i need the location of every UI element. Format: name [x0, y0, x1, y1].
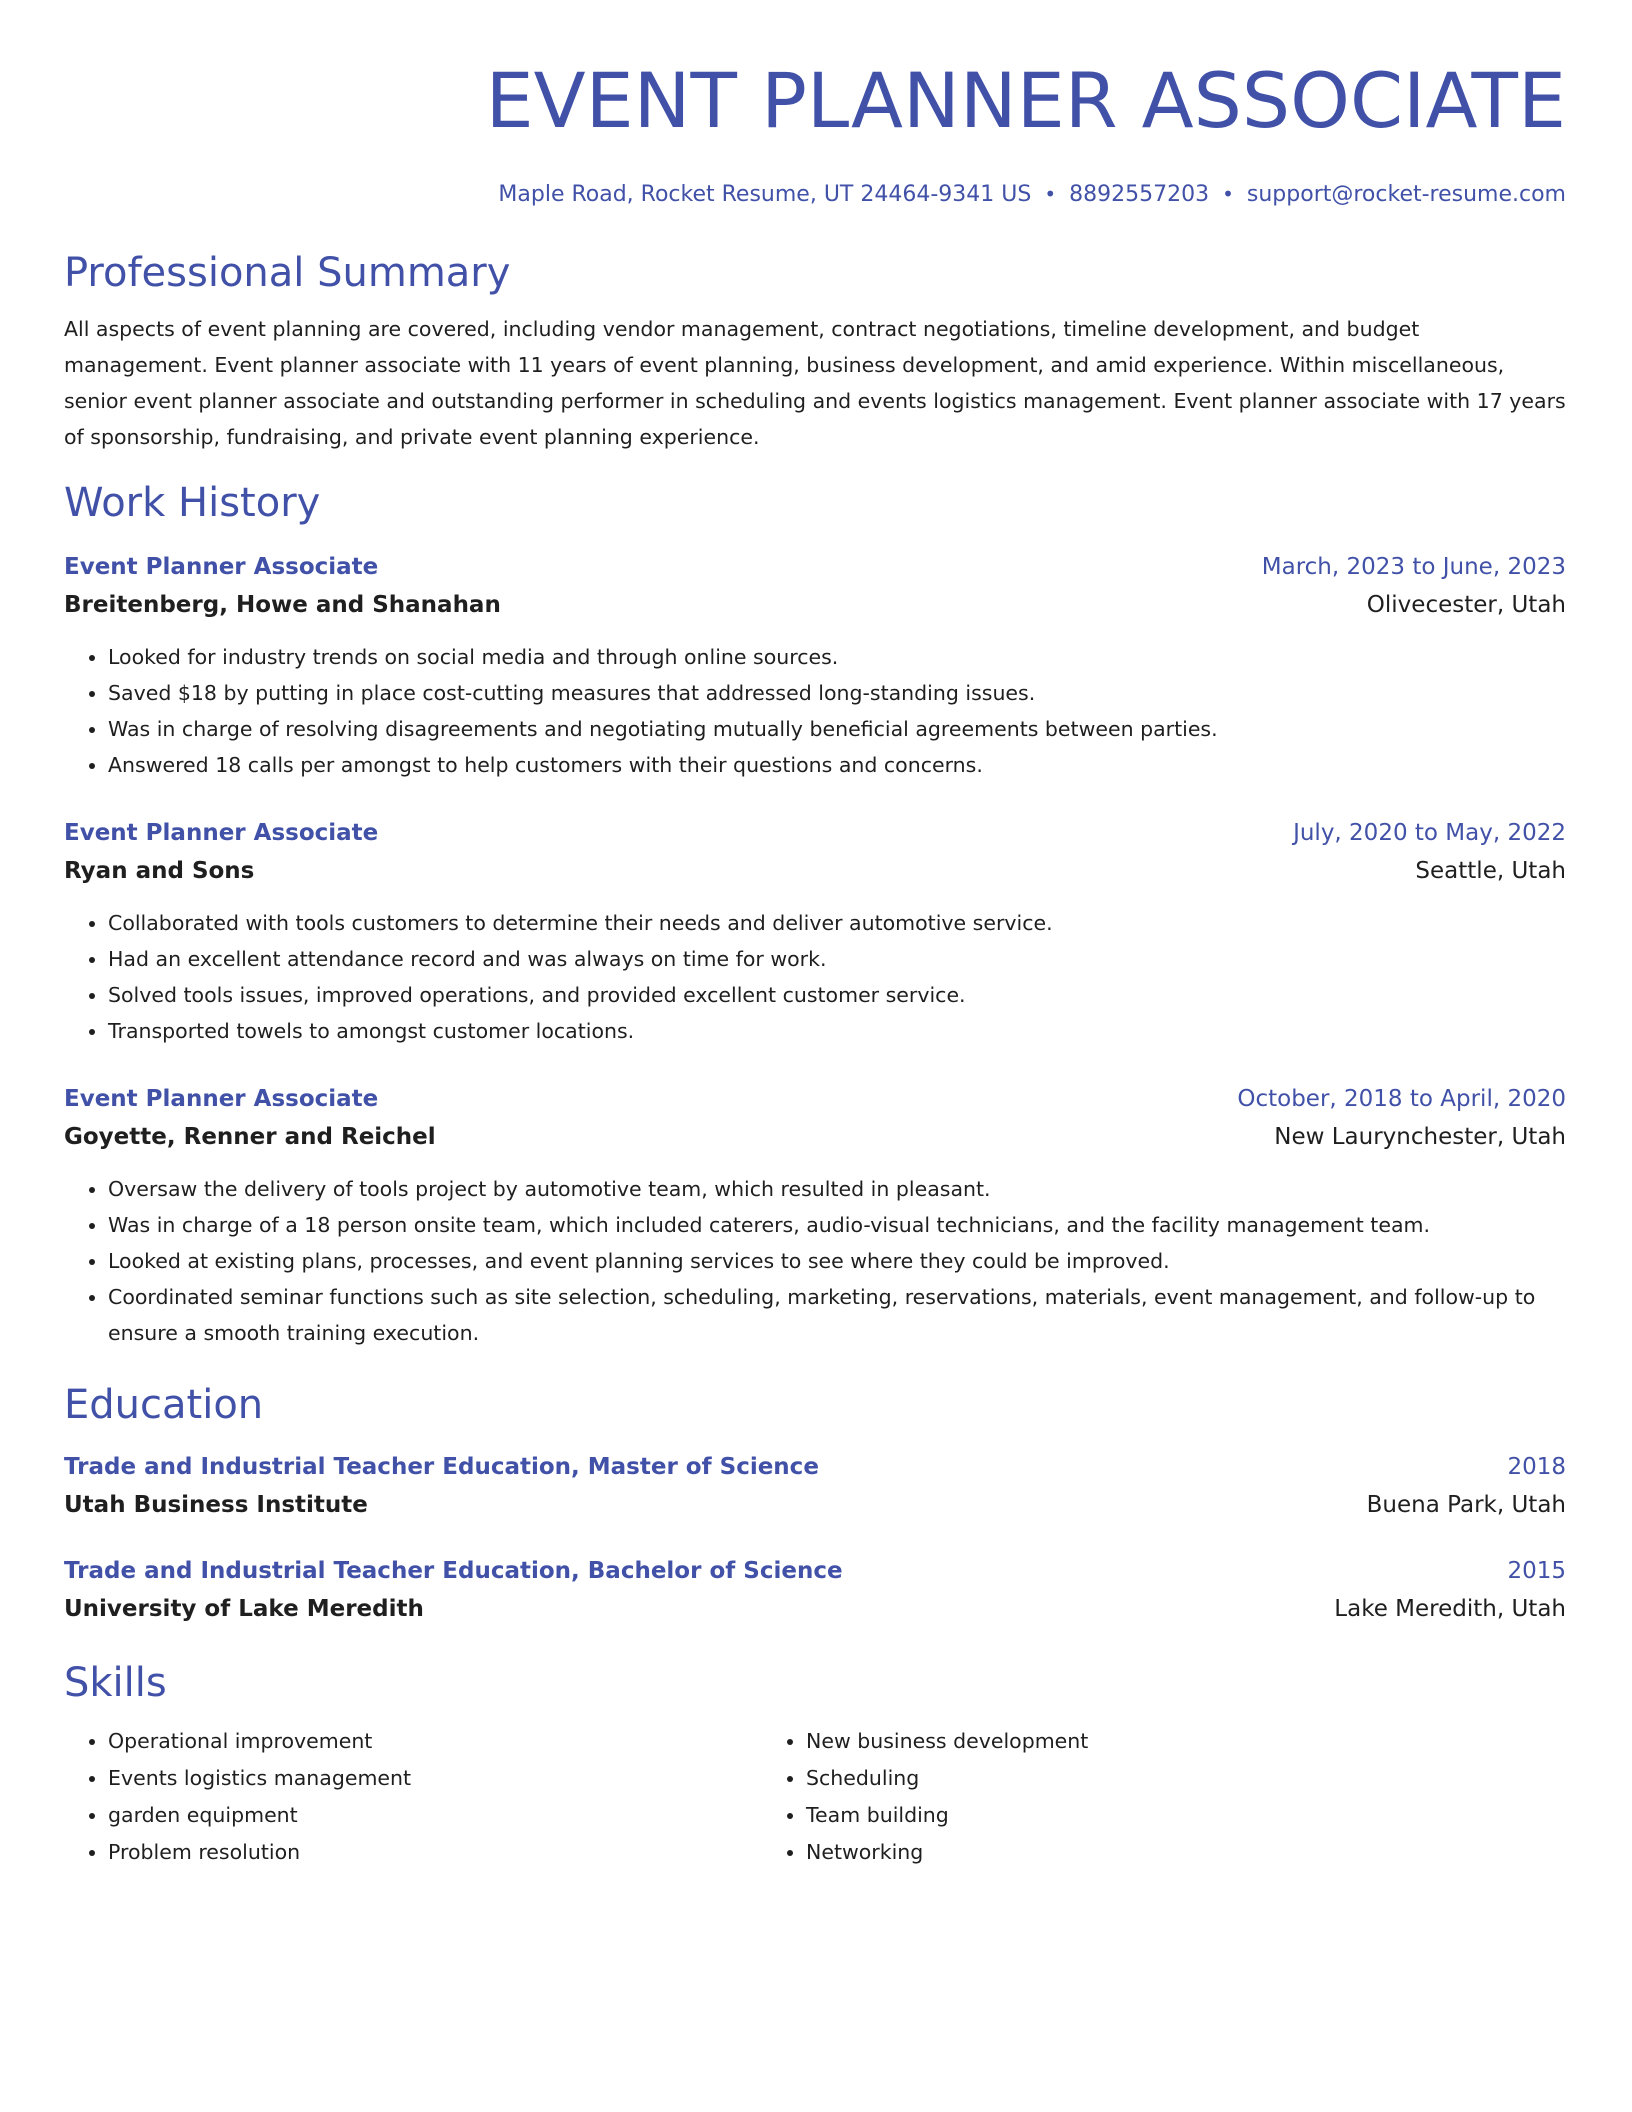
skills-heading: Skills: [64, 1660, 167, 1706]
job-location: Olivecester, Utah: [1366, 592, 1566, 618]
job-bullet: • Oversaw the delivery of tools project by automotive team, which resulted in pleasant.: [108, 1171, 1566, 1207]
job-dates: March, 2023 to June, 2023: [1261, 554, 1566, 580]
skill-item: • New business development: [806, 1723, 1460, 1760]
skills-list: [64, 1723, 1566, 1871]
education-heading: Education: [64, 1382, 264, 1428]
skills-column-right: [762, 1723, 1460, 1871]
resume-page: [64, 54, 1566, 1871]
education-school: Utah Business Institute: [64, 1492, 368, 1518]
job-role: Event Planner Associate: [64, 1086, 379, 1112]
job-entry: [64, 1081, 1566, 1351]
job-location: New Laurynchester, Utah: [1274, 1124, 1566, 1150]
separator-dot: •: [1222, 182, 1234, 206]
skill-item: • Events logistics management: [108, 1760, 762, 1797]
job-dates: July, 2020 to May, 2022: [1293, 820, 1566, 846]
job-location: Seattle, Utah: [1415, 858, 1566, 884]
job-bullet: • Transported towels to amongst customer locations.: [108, 1013, 1566, 1049]
separator-dot: •: [1044, 182, 1057, 206]
skill-item: • Team building: [806, 1797, 1460, 1834]
skill-item: • Operational improvement: [108, 1723, 762, 1760]
job-entry: [64, 549, 1566, 783]
job-bullet: • Answered 18 calls per amongst to help customers with their questions and concerns.: [108, 747, 1566, 783]
contact-line: [64, 178, 1566, 211]
education-degree: Trade and Industrial Teacher Education, Master of Science: [64, 1454, 819, 1480]
job-company: Ryan and Sons: [64, 858, 255, 884]
job-bullet: • Coordinated seminar functions such as site selection, scheduling, marketing, reservations, materials, event management, and follow-up to ensure a smooth training execution.: [108, 1279, 1566, 1351]
education-location: Lake Meredith, Utah: [1334, 1596, 1566, 1622]
contact-address: Maple Road, Rocket Resume, UT 24464-9341 US: [498, 182, 1032, 207]
job-bullet: • Solved tools issues, improved operations, and provided excellent customer service.: [108, 977, 1566, 1013]
job-bullets: [64, 1171, 1566, 1351]
skill-item: • Scheduling: [806, 1760, 1460, 1797]
job-bullets: [64, 905, 1566, 1049]
job-bullet: • Collaborated with tools customers to determine their needs and deliver automotive service.: [108, 905, 1566, 941]
job-entry: [64, 815, 1566, 1049]
education-degree: Trade and Industrial Teacher Education, Bachelor of Science: [64, 1558, 843, 1584]
skills-column-left: [64, 1723, 762, 1871]
education-entry: [64, 1553, 1566, 1629]
job-dates: October, 2018 to April, 2020: [1237, 1086, 1566, 1112]
job-bullet: • Looked for industry trends on social media and through online sources.: [108, 639, 1566, 675]
job-bullet: • Looked at existing plans, processes, and event planning services to see where they could be improved.: [108, 1243, 1566, 1279]
job-bullets: [64, 639, 1566, 783]
job-bullet: • Had an excellent attendance record and was always on time for work.: [108, 941, 1566, 977]
education-entry: [64, 1449, 1566, 1525]
job-company: Breitenberg, Howe and Shanahan: [64, 592, 501, 618]
contact-phone: 8892557203: [1069, 182, 1210, 207]
job-role: Event Planner Associate: [64, 820, 379, 846]
skill-item: • Problem resolution: [108, 1834, 762, 1871]
contact-email: support@rocket-resume.com: [1246, 182, 1566, 207]
job-bullet: • Was in charge of resolving disagreements and negotiating mutually beneficial agreements between parties.: [108, 711, 1566, 747]
work-history-heading: Work History: [64, 480, 321, 526]
skill-item: • Networking: [806, 1834, 1460, 1871]
skill-item: • garden equipment: [108, 1797, 762, 1834]
summary-text: All aspects of event planning are covered, including vendor management, contract negotiations, timeline development, and budget management. Event planner associate with 11 years of event planning, business development, and amid experience. Within miscellaneous, senior event planner associate and outstanding performer in scheduling and events logistics management. Event planner associate with 17 years of sponsorship, fundraising, and private event planning experience.: [64, 317, 1566, 449]
education-year: 2018: [1507, 1454, 1566, 1480]
education-year: 2015: [1507, 1558, 1566, 1584]
job-role: Event Planner Associate: [64, 554, 379, 580]
job-bullet: • Was in charge of a 18 person onsite team, which included caterers, audio-visual technicians, and the facility management team.: [108, 1207, 1566, 1243]
education-school: University of Lake Meredith: [64, 1596, 424, 1622]
summary-heading: Professional Summary: [64, 250, 511, 296]
job-company: Goyette, Renner and Reichel: [64, 1124, 436, 1150]
job-bullet: • Saved $18 by putting in place cost-cutting measures that addressed long-standing issues.: [108, 675, 1566, 711]
education-location: Buena Park, Utah: [1366, 1492, 1566, 1518]
resume-title: EVENT PLANNER ASSOCIATE: [485, 56, 1566, 145]
